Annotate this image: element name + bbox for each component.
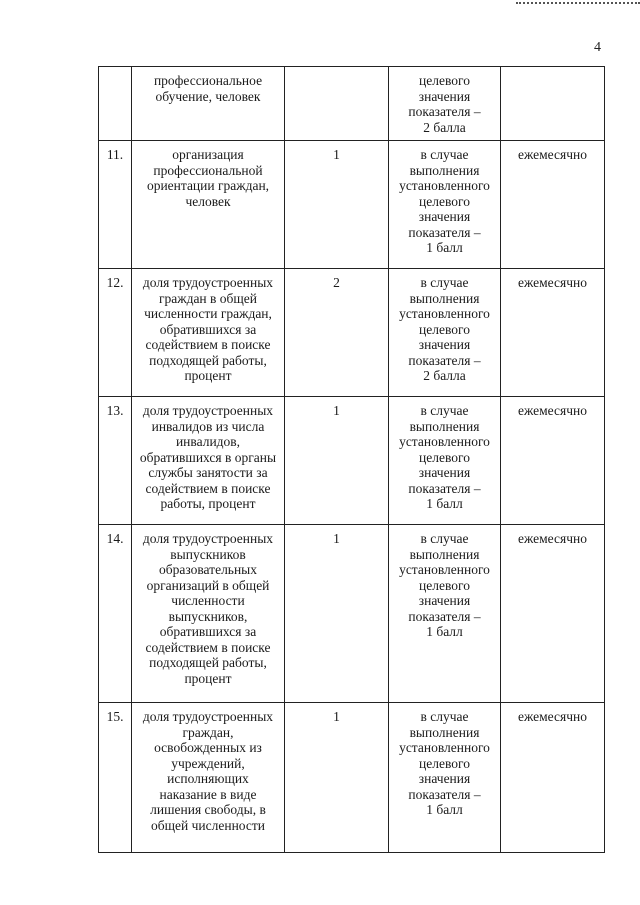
condition-cell: в случае выполнения установленного целевого значения показателя – 2 балла	[389, 269, 501, 397]
indicator-cell: доля трудоустроенных выпускников образовательных организаций в общей численности выпускников, обратившихся за содействием в поиске подходящей работы, процент	[132, 525, 285, 703]
frequency-cell: ежемесячно	[501, 269, 605, 397]
condition-cell: в случае выполнения установленного целевого значения показателя – 1 балл	[389, 397, 501, 525]
indicator-cell: профессиональное обучение, человек	[132, 67, 285, 141]
frequency-cell: ежемесячно	[501, 703, 605, 853]
condition-cell: в случае выполнения установленного целевого значения показателя – 1 балл	[389, 525, 501, 703]
row-number	[99, 67, 132, 141]
condition-cell: в случае выполнения установленного целевого значения показателя – 1 балл	[389, 703, 501, 853]
row-number: 11.	[99, 141, 132, 269]
row-number: 12.	[99, 269, 132, 397]
table-row	[99, 703, 605, 853]
row-number: 14.	[99, 525, 132, 703]
table-row	[99, 67, 605, 141]
table-row	[99, 269, 605, 397]
condition-cell: целевого значения показателя – 2 балла	[389, 67, 501, 141]
condition-cell: в случае выполнения установленного целевого значения показателя – 1 балл	[389, 141, 501, 269]
points-cell: 1	[285, 397, 389, 525]
points-cell: 1	[285, 525, 389, 703]
frequency-cell: ежемесячно	[501, 525, 605, 703]
table-row	[99, 525, 605, 703]
indicators-table	[98, 66, 605, 853]
table-row	[99, 141, 605, 269]
row-number: 13.	[99, 397, 132, 525]
points-cell: 1	[285, 141, 389, 269]
indicator-cell: доля трудоустроенных инвалидов из числа инвалидов, обратившихся в органы службы занятости за содействием в поиске работы, процент	[132, 397, 285, 525]
frequency-cell	[501, 67, 605, 141]
frequency-cell: ежемесячно	[501, 141, 605, 269]
points-cell: 1	[285, 703, 389, 853]
points-cell	[285, 67, 389, 141]
indicator-cell: доля трудоустроенных граждан в общей численности граждан, обратившихся за содействием в поиске подходящей работы, процент	[132, 269, 285, 397]
row-number: 15.	[99, 703, 132, 853]
points-cell: 2	[285, 269, 389, 397]
page-number: 4	[594, 40, 601, 55]
scan-top-mark	[516, 2, 640, 7]
indicator-cell: доля трудоустроенных граждан, освобожденных из учреждений, исполняющих наказание в виде лишения свободы, в общей численности	[132, 703, 285, 853]
indicator-cell: организация профессиональной ориентации граждан, человек	[132, 141, 285, 269]
frequency-cell: ежемесячно	[501, 397, 605, 525]
table-row	[99, 397, 605, 525]
